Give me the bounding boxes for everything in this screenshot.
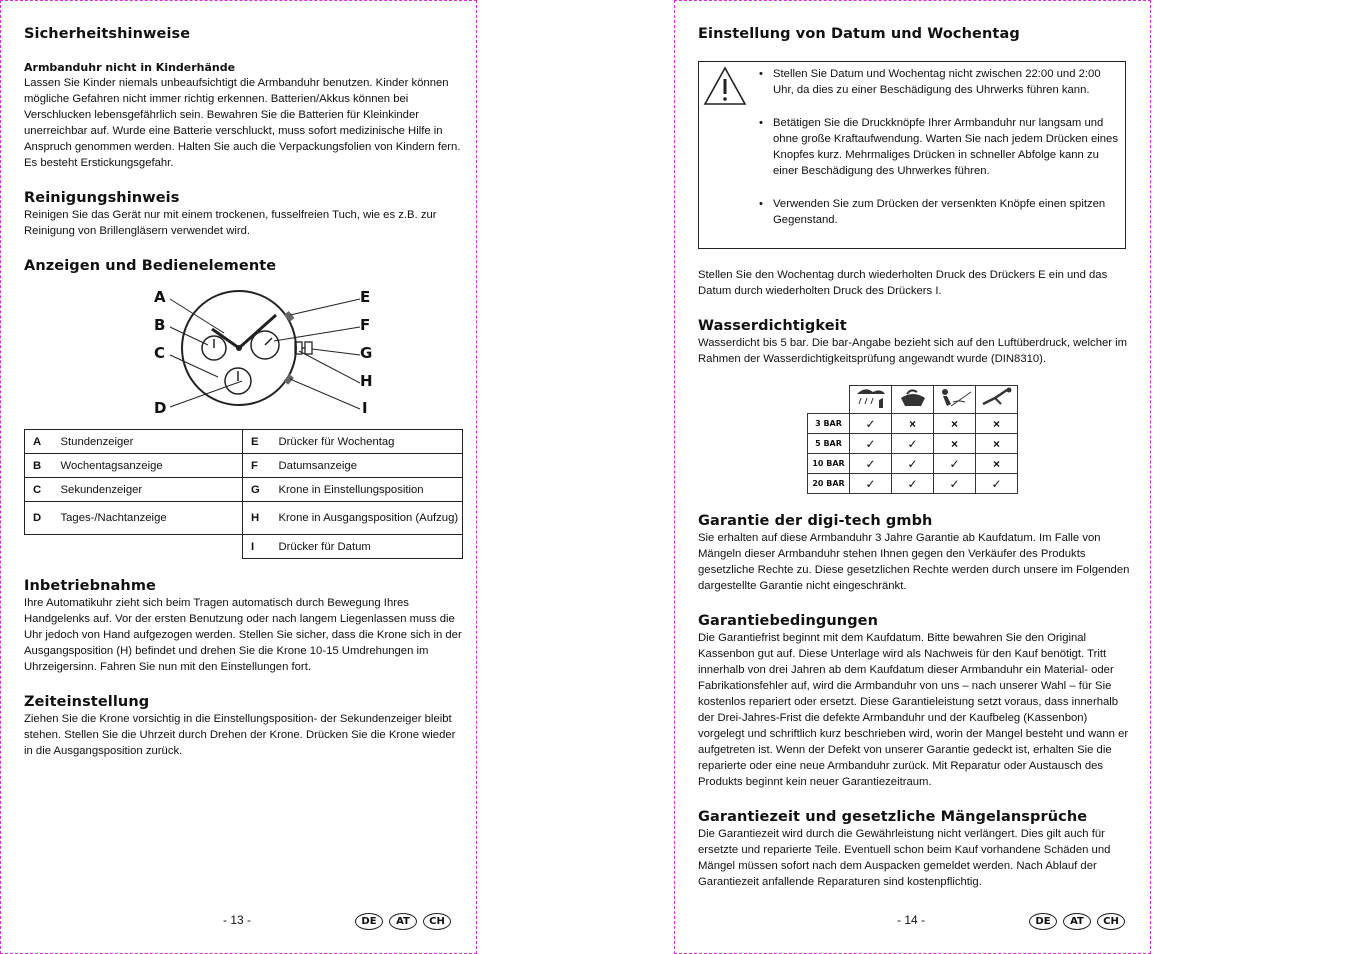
page-13	[0, 0, 477, 954]
watch-diagram	[124, 285, 424, 415]
part-key: C	[25, 478, 61, 502]
diagram-label-e: E	[360, 288, 371, 306]
part-key: A	[25, 430, 61, 454]
warning-item: • Betätigen Sie die Druckknöpfe Ihrer Armbanduhr nur langsam und ohne große Kraftaufwendung. Warten Sie nach jedem Drücken eines Knopfes kurz. Mehrmaliges Drücken in schneller Abfolge kann zu einer Beschädigung des Uhrwerkes führen.	[757, 115, 1119, 179]
warning-icon	[703, 66, 747, 106]
country-badges	[1029, 913, 1125, 930]
table-row	[808, 454, 1018, 474]
check-icon: ✓	[892, 434, 934, 454]
cross-icon: ×	[976, 434, 1018, 454]
part-key: D	[25, 502, 61, 535]
page-number: - 13 -	[223, 913, 252, 927]
table-row	[25, 535, 463, 559]
bar-label: 5 BAR	[808, 434, 850, 454]
table-header-row	[808, 386, 1018, 414]
date-heading: Einstellung von Datum und Wochentag	[698, 26, 1020, 42]
diagram-label-h: H	[360, 372, 373, 390]
date-text: Stellen Sie den Wochentag durch wiederholten Druck des Drückers E ein und das Datum durch wiederholten Druck des Drückers I.	[698, 269, 1108, 297]
warning-box	[698, 61, 1126, 249]
table-row	[808, 414, 1018, 434]
start-text: Ihre Automatikuhr zieht sich beim Tragen automatisch durch Bewegung Ihres Handgelenks auf. Vor der ersten Benutzung oder nach langem Liegenlassen muss die Uhr jedoch von Hand aufgezogen werden. Stellen Sie sicher, dass die Krone sich in der Ausgangsposition (H) befindet und drehen Sie die Krone 10-15 Umdrehungen im Uhrzeigersinn. Fahren Sie nun mit den Einstellungen fort.	[24, 597, 462, 673]
check-icon: ✓	[850, 414, 892, 434]
warranty-heading: Garantie der digi-tech gmbh	[698, 513, 933, 529]
time-text: Ziehen Sie die Krone vorsichtig in die Einstellungsposition- der Sekundenzeiger bleibt stehen. Stellen Sie die Uhrzeit durch Drehen der Krone. Drücken Sie die Krone wieder in die Ausgangsposition zurück.	[24, 713, 456, 757]
period-text: Die Garantiezeit wird durch die Gewährleistung nicht verlängert. Dies gilt auch für ersetzte und reparierte Teile. Eventuell schon beim Kauf vorhandene Schäden und Mängel müssen sofort nach dem Auspacken gemeldet werden. Nach Ablauf der Garantiezeit anfallende Reparaturen sind kostenpflichtig.	[698, 828, 1111, 888]
country-badge: AT	[389, 913, 417, 930]
diagram-label-c: C	[154, 344, 166, 362]
table-row	[808, 474, 1018, 494]
diving-icon	[976, 386, 1018, 414]
part-name: Tages-/Nachtanzeige	[61, 502, 243, 535]
check-icon: ✓	[934, 454, 976, 474]
part-key: B	[25, 454, 61, 478]
country-badges	[355, 913, 451, 930]
warning-item: • Stellen Sie Datum und Wochentag nicht zwischen 22:00 und 2:00 Uhr, da dies zu einer Beschädigung des Uhrwerks führen kann.	[757, 66, 1119, 98]
country-badge: AT	[1063, 913, 1091, 930]
check-icon: ✓	[934, 474, 976, 494]
conditions-heading: Garantiebedingungen	[698, 613, 879, 629]
controls-heading: Anzeigen und Bedienelemente	[24, 258, 277, 274]
check-icon: ✓	[976, 474, 1018, 494]
cross-icon: ×	[934, 414, 976, 434]
check-icon: ✓	[850, 474, 892, 494]
diagram-label-d: D	[154, 399, 167, 417]
check-icon: ✓	[892, 454, 934, 474]
warranty-text: Sie erhalten auf diese Armbanduhr 3 Jahre Garantie ab Kaufdatum. Im Falle von Mängeln dieser Armbanduhr stehen Ihnen gegen den Verkäufer des Produkts gesetzliche Rechte zu. Diese gesetzlichen Rechte werden durch unsere im Folgenden dargestellte Garantie nicht eingeschränkt.	[698, 532, 1130, 592]
part-key	[25, 535, 61, 559]
part-key: E	[243, 430, 279, 454]
period-heading: Garantiezeit und gesetzliche Mängelansprüche	[698, 809, 1088, 825]
water-resistance-table	[807, 385, 1136, 494]
page-14-content	[698, 25, 1136, 890]
country-badge: DE	[1029, 913, 1057, 930]
warning-list	[757, 66, 1119, 245]
time-heading: Zeiteinstellung	[24, 694, 150, 710]
part-name: Sekundenzeiger	[61, 478, 243, 502]
country-badge: CH	[1097, 913, 1125, 930]
cross-icon: ×	[934, 434, 976, 454]
diagram-label-f: F	[360, 316, 371, 334]
cleaning-text: Reinigen Sie das Gerät nur mit einem trockenen, fusselfreien Tuch, wie es z.B. zur Reinigung von Brillengläsern verwendet wird.	[24, 209, 437, 237]
water-text: Wasserdicht bis 5 bar. Die bar-Angabe bezieht sich auf den Luftüberdruck, welcher im Rahmen der Wasserdichtigkeitsprüfung angewandt wurde (DIN8310).	[698, 337, 1128, 365]
part-key: G	[243, 478, 279, 502]
part-name	[61, 535, 243, 559]
table-row	[808, 434, 1018, 454]
washing-hands-icon	[892, 386, 934, 414]
bar-label: 3 BAR	[808, 414, 850, 434]
page-13-content	[24, 25, 462, 759]
start-heading: Inbetriebnahme	[24, 578, 156, 594]
cross-icon: ×	[976, 454, 1018, 474]
part-name: Krone in Einstellungsposition	[279, 478, 463, 502]
cross-icon: ×	[976, 414, 1018, 434]
diagram-label-i: I	[362, 399, 368, 417]
part-name: Drücker für Datum	[279, 535, 463, 559]
part-key: F	[243, 454, 279, 478]
parts-table	[24, 429, 463, 559]
warning-item: • Verwenden Sie zum Drücken der versenkten Knöpfe einen spitzen Gegenstand.	[757, 196, 1119, 228]
check-icon: ✓	[892, 474, 934, 494]
country-badge: DE	[355, 913, 383, 930]
part-key: I	[243, 535, 279, 559]
part-name: Krone in Ausgangsposition (Aufzug)	[279, 502, 463, 535]
swimming-icon	[934, 386, 976, 414]
water-heading: Wasserdichtigkeit	[698, 318, 847, 334]
child-text: Lassen Sie Kinder niemals unbeaufsichtigt die Armbanduhr benutzen. Kinder können mögliche Gefahren nicht immer richtig erkennen. Batterien/Akkus können bei Verschlucken lebensgefährlich sein. Bewahren Sie die Batterien für Kleinkinder unerreichbar auf. Wurde eine Batterie verschluckt, muss sofort medizinische Hilfe in Anspruch genommen werden. Halten Sie auch die Verpackungsfolien von Kindern fern. Es besteht Erstickungsgefahr.	[24, 77, 461, 169]
safety-heading: Sicherheitshinweise	[24, 26, 191, 42]
bar-label: 20 BAR	[808, 474, 850, 494]
rain-splash-icon	[850, 386, 892, 414]
table-row	[25, 478, 463, 502]
check-icon: ✓	[850, 454, 892, 474]
conditions-text: Die Garantiefrist beginnt mit dem Kaufdatum. Bitte bewahren Sie den Original Kassenbon gut auf. Diese Unterlage wird als Nachweis für den Kauf benötigt. Tritt innerhalb von drei Jahren ab dem Kaufdatum dieser Armbanduhr ein Material- oder Fabrikationsfehler auf, wird die Armbanduhr von uns – nach unserer Wahl – für Sie kostenlos repariert oder ersetzt. Diese Garantieleistung setzt voraus, dass innerhalb der Drei-Jahres-Frist die defekte Armbanduhr und der Kaufbeleg (Kassenbon) vorgelegt und schriftlich kurz beschrieben wird, worin der Mangel besteht und wann er aufgetreten ist. Wenn der Defekt von unserer Garantie gedeckt ist, erhalten Sie die reparierte oder eine neue Armbanduhr zurück. Mit Reparatur oder Austausch des Produkts beginnt kein neuer Garantiezeitraum.	[698, 632, 1129, 788]
table-row	[25, 430, 463, 454]
part-key: H	[243, 502, 279, 535]
child-subheading: Armbanduhr nicht in Kinderhände	[24, 61, 236, 74]
table-row	[25, 454, 463, 478]
diagram-label-b: B	[154, 316, 166, 334]
bar-label: 10 BAR	[808, 454, 850, 474]
check-icon: ✓	[850, 434, 892, 454]
page-14	[674, 0, 1151, 954]
part-name: Datumsanzeige	[279, 454, 463, 478]
page-number: - 14 -	[897, 913, 926, 927]
part-name: Stundenzeiger	[61, 430, 243, 454]
table-row	[25, 502, 463, 535]
country-badge: CH	[423, 913, 451, 930]
diagram-label-g: G	[360, 344, 373, 362]
part-name: Wochentagsanzeige	[61, 454, 243, 478]
diagram-label-a: A	[154, 288, 166, 306]
watch-illustration	[124, 285, 424, 415]
cleaning-heading: Reinigungshinweis	[24, 190, 180, 206]
part-name: Drücker für Wochentag	[279, 430, 463, 454]
cross-icon: ×	[892, 414, 934, 434]
